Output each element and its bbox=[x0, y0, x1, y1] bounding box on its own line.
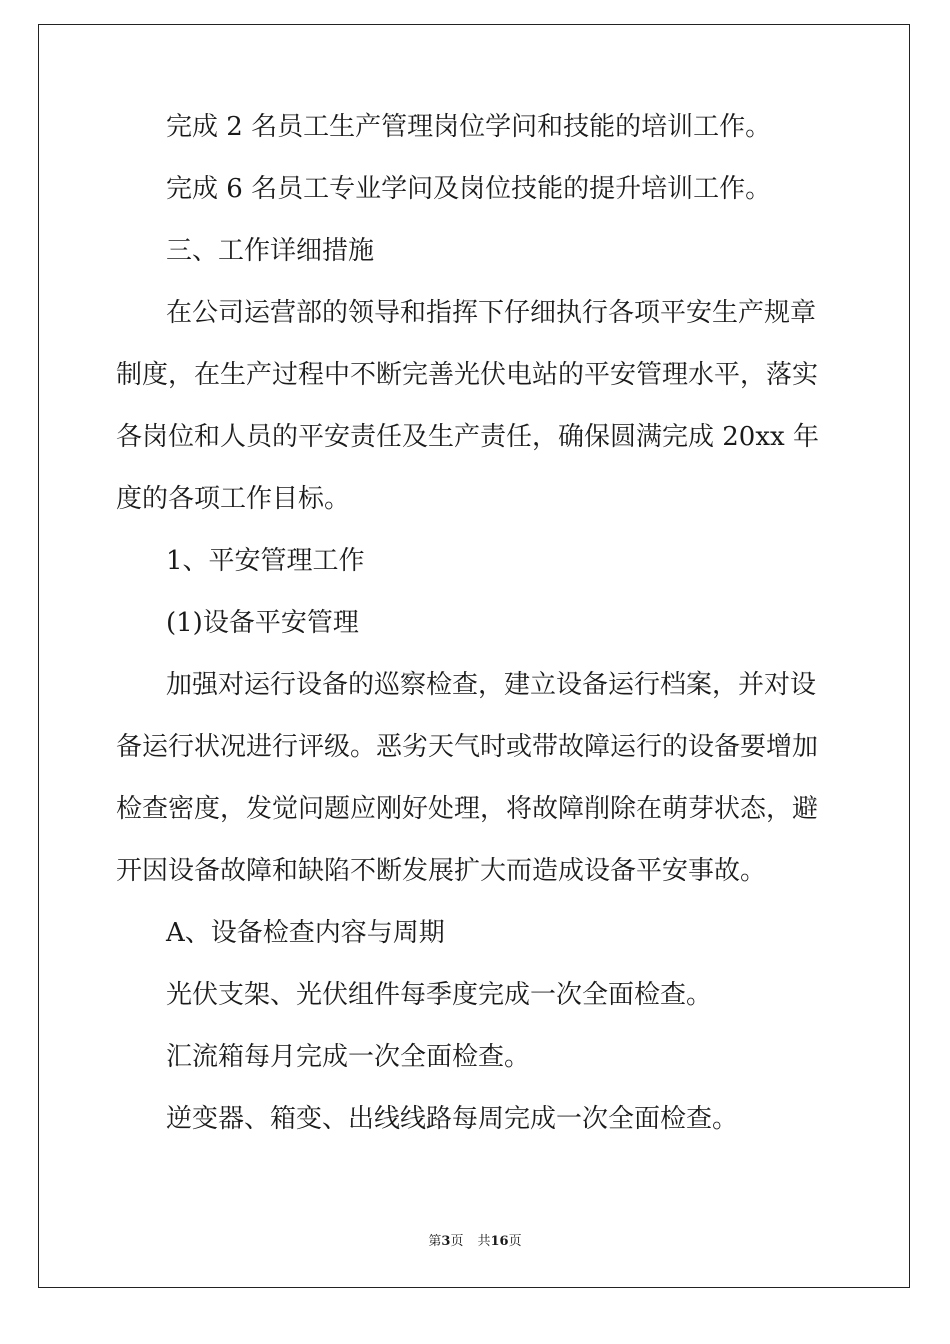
item-inverter-weekly: 逆变器、箱变、出线线路每周完成一次全面检查。 bbox=[166, 1104, 739, 1134]
item-combiner-monthly: 汇流箱每月完成一次全面检查。 bbox=[166, 1042, 531, 1072]
paragraph-training-6: 完成 6 名员工专业学问及岗位技能的提升培训工作。 bbox=[166, 174, 772, 204]
footer-total-number: 16 bbox=[490, 1234, 509, 1249]
item-pv-quarterly: 光伏支架、光伏组件每季度完成一次全面检查。 bbox=[166, 980, 713, 1010]
heading-equipment-safety: (1)设备平安管理 bbox=[166, 608, 359, 638]
section-heading-measures: 三、工作详细措施 bbox=[166, 236, 375, 266]
paragraph-equipment-inspection: 加强对运行设备的巡察检查，建立设备运行档案，并对设备运行状况进行评级。恶劣天气时或带故障运行的设备要增加检查密度，发觉问题应刚好处理，将故障削除在萌芽状态，避开因设备故障和缺陷不断发展扩大而造成设备平安事故。 bbox=[116, 670, 819, 886]
footer-page-number: 3 bbox=[441, 1234, 451, 1249]
footer-page-prefix: 第 bbox=[428, 1234, 442, 1249]
footer-total-prefix: 共 bbox=[477, 1234, 491, 1249]
footer-total-suffix: 页 bbox=[508, 1234, 522, 1249]
footer-page-suffix: 页 bbox=[450, 1234, 464, 1249]
paragraph-safety-regulations: 在公司运营部的领导和指挥下仔细执行各项平安生产规章制度，在生产过程中不断完善光伏电站的平安管理水平，落实各岗位和人员的平安责任及生产责任，确保圆满完成 20xx 年度的各项工作目标。 bbox=[116, 298, 819, 514]
heading-inspection-content: A、设备检查内容与周期 bbox=[166, 918, 445, 948]
paragraph-training-2: 完成 2 名员工生产管理岗位学问和技能的培训工作。 bbox=[166, 112, 772, 142]
page-footer bbox=[0, 1233, 950, 1251]
heading-safety-management: 1、平安管理工作 bbox=[166, 546, 365, 576]
